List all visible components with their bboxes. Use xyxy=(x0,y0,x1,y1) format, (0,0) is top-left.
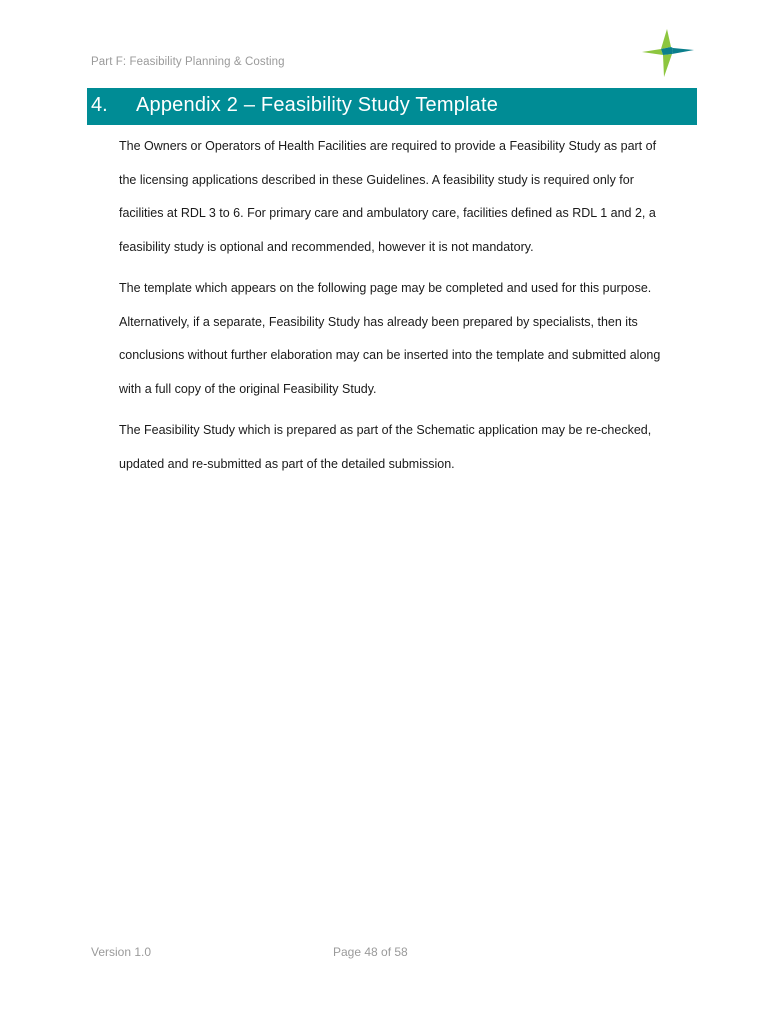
section-title: Appendix 2 – Feasibility Study Template xyxy=(136,94,499,116)
section-number: 4. xyxy=(91,94,108,116)
paragraph-2 xyxy=(119,277,699,411)
section-heading-bar xyxy=(87,88,697,125)
footer-page-number: Page 48 of 58 xyxy=(333,945,408,959)
body-text xyxy=(119,135,699,494)
paragraph-line: the licensing applications described in these Guidelines. A feasibility study is required only for xyxy=(119,172,634,187)
paragraph-line: feasibility study is optional and recommended, however it is not mandatory. xyxy=(119,239,534,254)
running-title: Part F: Feasibility Planning & Costing xyxy=(91,56,285,68)
paragraph-line: The Feasibility Study which is prepared as part of the Schematic application may be re-checked, xyxy=(119,423,652,437)
paragraph-line: updated and re-submitted as part of the detailed submission. xyxy=(119,456,455,471)
paragraph-line: with a full copy of the original Feasibility Study. xyxy=(119,381,377,396)
paragraph-line: Alternatively, if a separate, Feasibility Study has already been prepared by specialists, then its xyxy=(119,314,638,329)
paragraph-line: conclusions without further elaboration may can be inserted into the template and submitted along xyxy=(119,348,661,362)
paragraph-line: The Owners or Operators of Health Facilities are required to provide a Feasibility Study as part of xyxy=(119,139,657,153)
paragraph-line: facilities at RDL 3 to 6. For primary care and ambulatory care, facilities defined as RDL 1 and 2, a xyxy=(119,206,656,220)
four-point-star-logo-icon xyxy=(641,28,695,78)
paragraph-3 xyxy=(119,419,699,486)
footer-version: Version 1.0 xyxy=(91,945,152,959)
paragraph-line: The template which appears on the following page may be completed and used for this purpose. xyxy=(119,281,652,295)
paragraph-1 xyxy=(119,135,699,269)
